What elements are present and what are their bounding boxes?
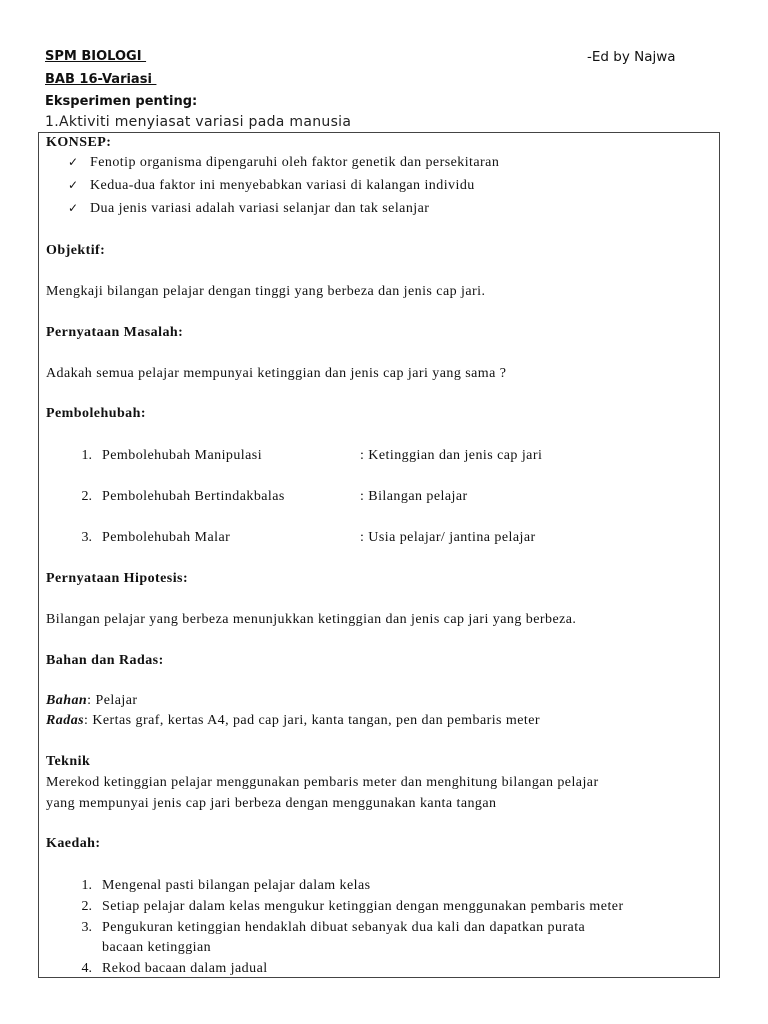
bahan-text: : Pelajar <box>87 693 138 708</box>
konsep-item: Dua jenis variasi adalah variasi selanjar dan tak selanjar <box>90 201 430 216</box>
activity-title: 1.Aktiviti menyiasat variasi pada manusia <box>45 114 352 130</box>
bahan-radas-heading: Bahan dan Radas: <box>46 653 164 668</box>
pembolehubah-heading: Pembolehubah: <box>46 406 146 421</box>
variable-name: Pembolehubah Malar <box>102 530 231 545</box>
list-number: 2. <box>81 899 92 914</box>
content-box <box>38 132 720 978</box>
subject-title: SPM BIOLOGI <box>45 49 147 64</box>
teknik-text-line2: yang mempunyai jenis cap jari berbeza dengan menggunakan kanta tangan <box>46 796 497 811</box>
kaedah-step-continuation: bacaan ketinggian <box>102 940 212 955</box>
check-icon: ✓ <box>68 178 79 192</box>
masalah-heading: Pernyataan Masalah: <box>46 325 184 340</box>
masalah-text: Adakah semua pelajar mempunyai ketinggian dan jenis cap jari yang sama ? <box>46 366 507 381</box>
section-title: Eksperimen penting: <box>45 94 198 109</box>
objektif-heading: Objektif: <box>46 243 106 258</box>
radas-line <box>46 713 540 729</box>
chapter-title: BAB 16-Variasi <box>45 72 157 87</box>
hipotesis-heading: Pernyataan Hipotesis: <box>46 571 189 586</box>
list-number: 1. <box>81 878 92 893</box>
kaedah-step: Mengenal pasti bilangan pelajar dalam kelas <box>102 878 371 893</box>
konsep-heading: KONSEP: <box>46 135 112 150</box>
variable-name: Pembolehubah Bertindakbalas <box>102 489 285 504</box>
kaedah-step: Setiap pelajar dalam kelas mengukur ketinggian dengan menggunakan pembaris meter <box>102 899 624 914</box>
teknik-text-line1: Merekod ketinggian pelajar menggunakan pembaris meter dan menghitung bilangan pelajar <box>46 775 599 790</box>
konsep-item: Kedua-dua faktor ini menyebabkan variasi di kalangan individu <box>90 178 475 193</box>
bahan-line <box>46 693 137 709</box>
objektif-text: Mengkaji bilangan pelajar dengan tinggi yang berbeza dan jenis cap jari. <box>46 284 486 299</box>
teknik-heading: Teknik <box>46 754 91 769</box>
kaedah-step: Rekod bacaan dalam jadual <box>102 961 268 976</box>
list-number: 4. <box>81 961 92 976</box>
author-credit: -Ed by Najwa <box>587 49 676 65</box>
kaedah-heading: Kaedah: <box>46 836 101 851</box>
bahan-label: Bahan <box>46 693 88 708</box>
kaedah-step: Pengukuran ketinggian hendaklah dibuat sebanyak dua kali dan dapatkan purata <box>102 920 586 935</box>
list-number: 2. <box>81 489 92 504</box>
radas-label: Radas <box>46 713 85 728</box>
radas-text: : Kertas graf, kertas A4, pad cap jari, kanta tangan, pen dan pembaris meter <box>84 713 541 728</box>
konsep-item: Fenotip organisma dipengaruhi oleh faktor genetik dan persekitaran <box>90 155 500 170</box>
list-number: 1. <box>81 448 92 463</box>
list-number: 3. <box>81 530 92 545</box>
list-number: 3. <box>81 920 92 935</box>
variable-name: Pembolehubah Manipulasi <box>102 448 263 463</box>
variable-value: : Usia pelajar/ jantina pelajar <box>360 530 536 545</box>
check-icon: ✓ <box>68 155 79 169</box>
variable-value: : Bilangan pelajar <box>360 489 468 504</box>
check-icon: ✓ <box>68 201 79 215</box>
hipotesis-text: Bilangan pelajar yang berbeza menunjukkan ketinggian dan jenis cap jari yang berbeza. <box>46 612 577 627</box>
variable-value: : Ketinggian dan jenis cap jari <box>360 448 543 463</box>
